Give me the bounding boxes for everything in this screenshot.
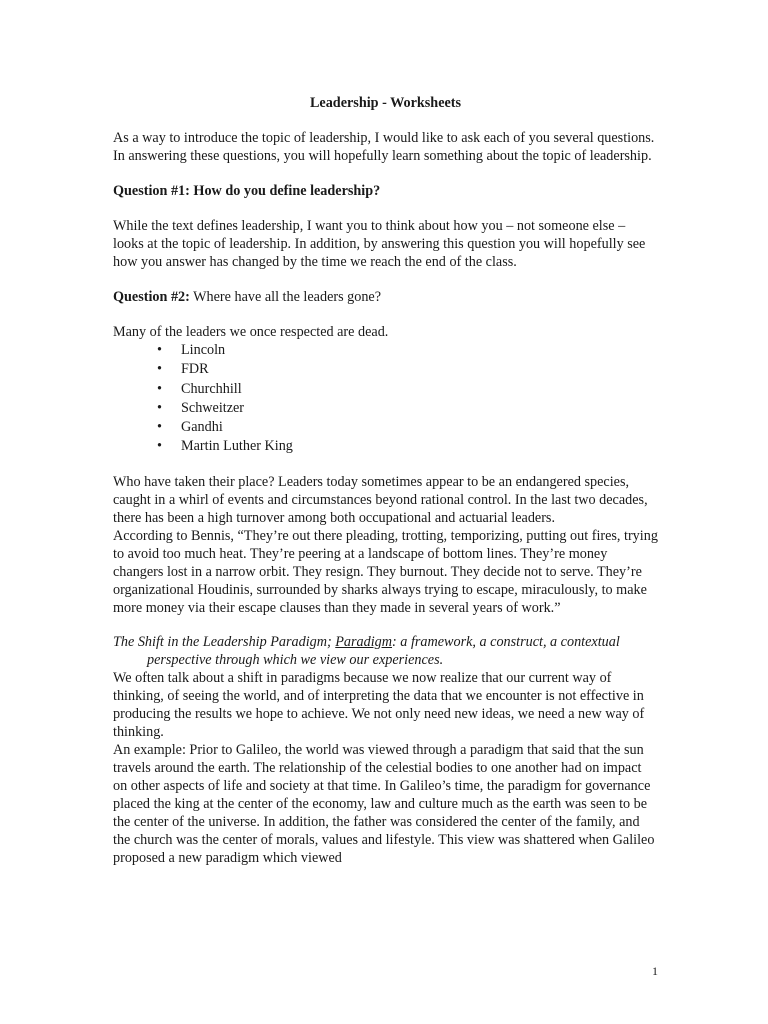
question-1-body: While the text defines leadership, I want you to think about how you – not someone else – looks at the topic of leadership. In addition, by answering this question you will hopefully see how you answer has changed by the time we reach the end of the class.	[113, 218, 646, 270]
shift-paragraph: We often talk about a shift in paradigms because we now realize that our current way of thinking, of seeing the world, and of interpreting the data that we encounter is not effective in producing the results we hope to achieve. We not only need new ideas, we need a new way of thinking.	[113, 669, 645, 740]
leader-name: Lincoln	[181, 342, 226, 358]
intro-paragraph: As a way to introduce the topic of leadership, I would like to ask each of you several questions. In answering these questions, you will hopefully learn something about the topic of leadership.	[113, 130, 655, 164]
bullet-icon: •	[157, 380, 162, 397]
list-item	[157, 437, 658, 456]
list-item	[157, 399, 658, 418]
leaders-list	[113, 341, 658, 457]
leader-name: Schweitzer	[181, 399, 245, 416]
page-number: 1	[652, 964, 658, 978]
bullet-icon: •	[157, 342, 162, 358]
question-2	[113, 288, 658, 306]
example-paragraph: An example: Prior to Galileo, the world was viewed through a paradigm that said that the sun travels around the earth. The relationship of the celestial bodies to one another had on impact on other aspects of life and society at that time. In Galileo’s time, the paradigm for governance placed the king at the center of the economy, law and culture much as the earth was seen to be the center of the universe. In addition, the father was considered the center of the family, and the church was the center of morals, values and lifestyle. This view was shattered when Galileo proposed a new paradigm which viewed	[113, 741, 655, 866]
page-title: Leadership - Worksheets	[309, 95, 462, 111]
document-body	[113, 94, 658, 867]
shift-heading	[113, 633, 658, 651]
question-2-label: Question #2:	[113, 289, 190, 305]
leader-name: FDR	[181, 361, 209, 378]
paradigm-colon: :	[392, 633, 397, 650]
paradigm-term: Paradigm	[335, 633, 393, 650]
list-item	[157, 380, 658, 399]
bennis-quote: According to Bennis, “They’re out there pleading, trotting, temporizing, putting out fires, trying to avoid too much heat. They’re peering at a landscape of bottom lines. They’re money changers lost in a narrow orbit. They resign. They burnout. They decide not to serve. They’re organizational Houdinis, surrounded by sharks always trying to escape, miraculously, to make more money via their escape clauses than they made in several years of work.”	[113, 527, 658, 616]
list-item	[157, 360, 658, 379]
bullet-icon: •	[157, 399, 162, 416]
shift-heading-text: The Shift in the Leadership Paradigm;	[113, 633, 336, 650]
question-1-label: Question #1:	[113, 183, 190, 199]
list-item	[157, 418, 658, 437]
leaders-intro: Many of the leaders we once respected are dead.	[113, 324, 389, 340]
bullet-icon: •	[157, 438, 162, 455]
question-2-text: Where have all the leaders gone?	[189, 289, 382, 305]
question-1-text: How do you define leadership?	[189, 183, 381, 199]
leader-name: Gandhi	[181, 419, 223, 436]
who-paragraph: Who have taken their place? Leaders today sometimes appear to be an endangered species, caught in a whirl of events and circumstances beyond rational control. In the last two decades, there has been a high turnover among both occupational and actuarial leaders.	[113, 473, 648, 526]
paradigm-definition: a framework, a construct, a contextual	[396, 633, 620, 650]
leader-name: Martin Luther King	[181, 438, 293, 455]
list-item	[157, 341, 658, 360]
question-1	[113, 182, 658, 200]
paradigm-definition-continued: perspective through which we view our experiences.	[147, 651, 444, 668]
bullet-icon: •	[157, 361, 162, 378]
bullet-icon: •	[157, 419, 162, 436]
leader-name: Churchhill	[181, 380, 242, 397]
